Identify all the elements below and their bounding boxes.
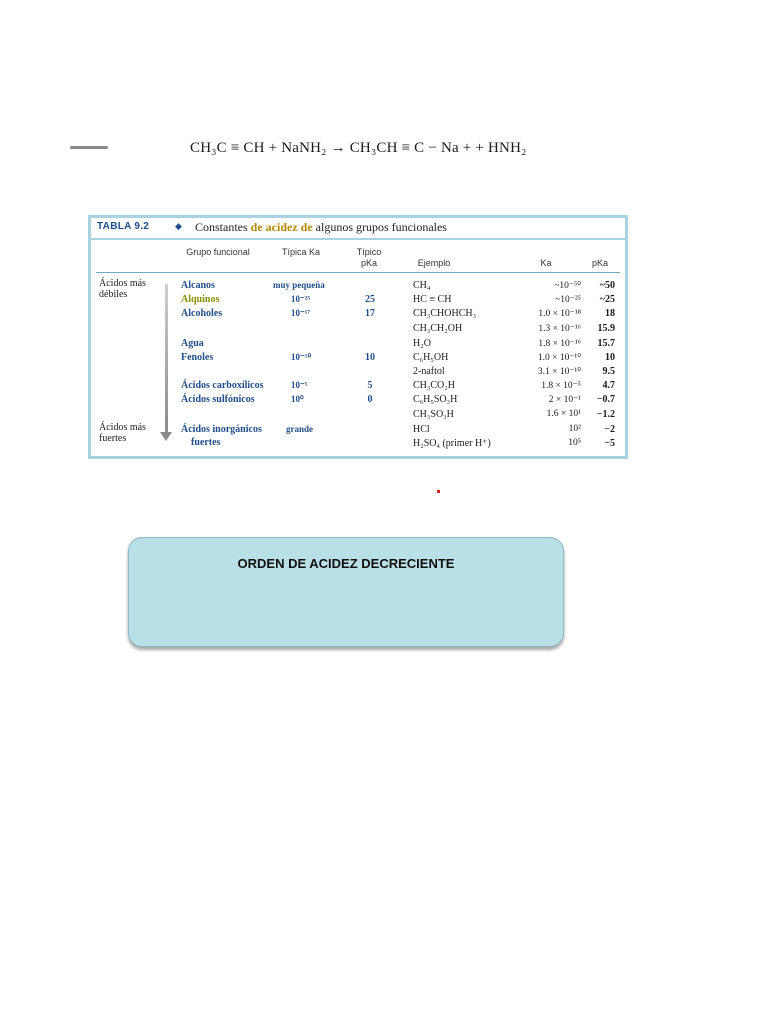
group-pka: 10	[365, 352, 375, 363]
example-pka: ~50	[599, 280, 615, 291]
group-ka: 10⁻⁵	[291, 380, 308, 390]
header-divider	[96, 272, 620, 273]
group-ka: muy pequeña	[273, 280, 325, 290]
group-name: Alcanos	[181, 280, 215, 291]
example-pka: 10	[605, 352, 615, 363]
example-ka: 2 × 10⁻¹	[548, 395, 581, 405]
column-header-pka: pKa	[591, 258, 608, 268]
example-pka: −2	[604, 424, 615, 435]
table-label: TABLA 9.2	[97, 221, 150, 232]
example-ka: 1.3 × 10⁻¹⁶	[538, 324, 581, 334]
example-compound: CH₃SO₃H	[413, 409, 454, 420]
order-box-title: ORDEN DE ACIDEZ DECRECIENTE	[237, 556, 455, 571]
example-pka: 18	[605, 308, 615, 319]
example-pka: 4.7	[602, 380, 615, 391]
group-ka: 10⁻²⁵	[291, 294, 311, 304]
decorative-dash	[70, 146, 108, 149]
example-ka: ~10⁻⁵⁰	[554, 281, 581, 291]
example-ka: 3.1 × 10⁻¹⁰	[537, 367, 581, 377]
example-compound: CH₄	[413, 280, 431, 291]
group-name: Ácidos sulfónicos	[181, 394, 255, 405]
group-name: Fenoles	[181, 352, 214, 363]
group-ka: 10⁻¹⁰	[291, 352, 312, 362]
column-header-tipica-ka: Típica Ka	[281, 247, 321, 257]
side-label-stronger: Ácidos más fuertes	[99, 422, 146, 444]
acidity-order-box	[128, 537, 564, 647]
group-name: Ácidos inorgánicos	[181, 424, 262, 435]
group-ka: 10⁻¹⁷	[291, 308, 311, 318]
example-compound: CH₃CH₂OH	[413, 323, 463, 334]
acidity-arrow	[165, 284, 168, 436]
column-header-tipico-pka: Típico pKa	[356, 247, 382, 268]
example-pka: 9.5	[602, 366, 615, 377]
group-pka: 17	[365, 308, 375, 319]
example-ka: 1.8 × 10⁻⁵	[541, 381, 581, 391]
group-pka: 0	[367, 394, 373, 405]
group-ka: 10⁰	[291, 394, 304, 404]
example-compound: HCl	[413, 424, 430, 435]
example-compound: HC ≡ CH	[413, 294, 452, 305]
example-ka: 1.0 × 10⁻¹⁰	[537, 353, 581, 363]
side-label-weaker: Ácidos más débiles	[99, 278, 146, 300]
example-ka: 10²	[568, 424, 581, 434]
example-compound: C₆H₅SO₃H	[413, 394, 458, 405]
example-compound: CH₃CO₂H	[413, 380, 455, 391]
column-header-grupo: Grupo funcional	[186, 247, 250, 257]
acidity-table	[88, 215, 628, 459]
example-ka: ~10⁻²⁵	[555, 295, 581, 305]
example-pka: −5	[604, 438, 615, 449]
example-ka: 1.0 × 10⁻¹⁸	[538, 309, 581, 319]
example-pka: −1.2	[596, 409, 615, 420]
table-caption: Constantes de acidez de algunos grupos funcionales	[195, 220, 447, 234]
example-compound: H₂SO₄ (primer H⁺)	[413, 438, 491, 449]
arrow-down-icon	[160, 432, 172, 441]
group-name: Ácidos carboxílicos	[181, 380, 264, 391]
example-compound: H₂O	[413, 338, 431, 349]
diamond-icon: ◆	[175, 221, 182, 231]
example-ka: 1.6 × 10¹	[546, 409, 581, 419]
group-name: Agua	[181, 338, 204, 349]
column-header-ejemplo: Ejemplo	[417, 258, 451, 268]
example-pka: 15.7	[597, 338, 615, 349]
group-pka: 5	[367, 380, 373, 391]
example-compound: CH₃CHOHCH₃	[413, 308, 477, 319]
example-pka: −0.7	[596, 394, 615, 405]
group-name: Alcoholes	[181, 308, 223, 319]
example-ka: 10⁵	[568, 438, 581, 448]
example-compound: 2-naftol	[413, 366, 445, 377]
column-header-ka: Ka	[540, 258, 552, 268]
example-ka: 1.8 × 10⁻¹⁶	[538, 339, 581, 349]
group-pka: 25	[365, 294, 375, 305]
group-name: fuertes	[191, 437, 221, 448]
example-compound: C₆H₅OH	[413, 352, 449, 363]
reaction-equation: CH₃C ≡ CH + NaNH₂ → CH₃CH ≡ C − Na + + HNH₂	[190, 140, 527, 156]
group-ka: grande	[286, 424, 313, 434]
red-dot-mark	[437, 490, 440, 493]
example-pka: ~25	[599, 294, 615, 305]
example-pka: 15.9	[597, 323, 615, 334]
table-header-bar	[91, 218, 625, 240]
group-name: Alquinos	[181, 294, 220, 305]
